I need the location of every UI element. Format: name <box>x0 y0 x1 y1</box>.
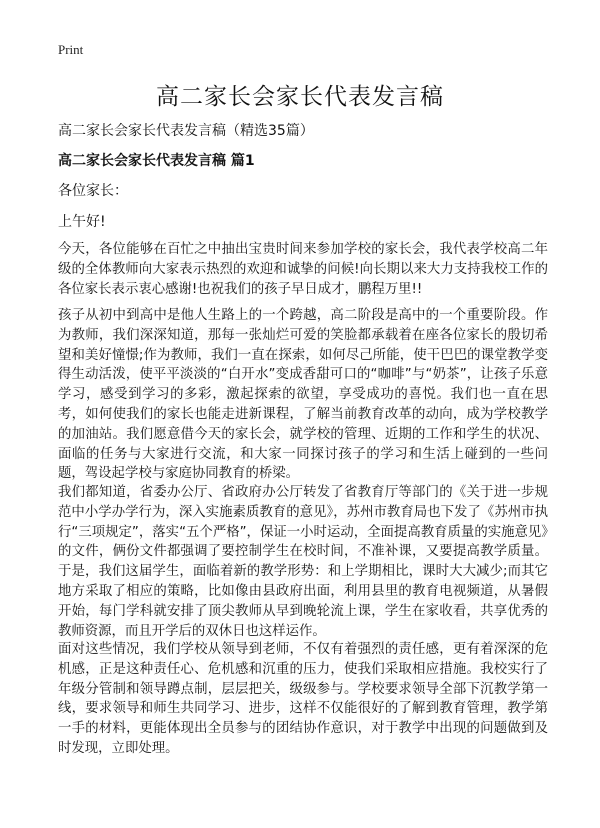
paragraph-3: 我们都知道，省委办公厅、省政府办公厅转发了省教育厅等部门的《关于进一步规范中小学办学行为，深入实施素质教育的意见》，苏州市教育局也下发了《苏州市执行“三项规定”，落实“五个严格”，保证一小时运动，全面提高教育质量的实施意见》的文件，俩份文件都强调了要控制学生在校时间，不准补课，又要提高教学质量。于是，我们这届学生，面临着新的教学形势：和上学期相比，课时大大减少;而其它地方采取了相应的策略，比如像由县政府出面，利用县里的教育电视频道，从暑假开始，每门学科就安排了顶尖教师从早到晚轮流上课，学生在家收看，共享优秀的教师资源，而且开学后的双休日也这样运作。 <box>58 485 548 639</box>
greeting: 上午好! <box>58 214 106 230</box>
print-label[interactable]: Print <box>58 42 84 57</box>
section-heading: 高二家长会家长代表发言稿 篇1 <box>58 153 255 169</box>
paragraph-4: 面对这些情况，我们学校从领导到老师，不仅有着强烈的责任感，更有着深深的危机感，正是这种责任心、危机感和沉重的压力，使我们采取相应措施。我校实行了年级分管制和领导蹲点制，层层把关，级级参与。学校要求领导全部下沉教学第一线，要求领导和师生共同学习、进步，这样不仅能很好的了解到教育管理，教学第一手的材料，更能体现出全员参与的团结协作意识，对于教学中出现的问题做到及时发现，立即处理。 <box>58 642 548 756</box>
page-title: 高二家长会家长代表发言稿 <box>156 84 444 110</box>
paragraph-2: 孩子从初中到高中是他人生路上的一个跨越，高二阶段是高中的一个重要阶段。作为教师，我们深深知道，那每一张灿烂可爱的笑脸都承载着在座各位家长的殷切希望和美好憧憬;作为教师，我们一直在探索，如何尽己所能，使干巴巴的课堂教学变得生动活泼，使平平淡淡的“白开水”变成香甜可口的“咖啡”与“奶茶”，让孩子乐意学习，感受到学习的多彩，激起探索的欲望，享受成功的喜悦。我们也一直在思考，如何使我们的家长也能走进新课程，了解当前教育改革的动向，成为学校教学的加油站。我们愿意借今天的家长会，就学校的管理、近期的工作和学生的状况、面临的任务与大家进行交流，和大家一同探讨孩子的学习和生活上碰到的一些问题，驾设起学校与家庭协同教育的桥梁。 <box>58 308 548 482</box>
paragraph-1: 今天，各位能够在百忙之中抽出宝贵时间来参加学校的家长会，我代表学校高二年级的全体教师向大家表示热烈的欢迎和诚挚的问候!向长期以来大力支持我校工作的各位家长表示衷心感谢!也祝我们的孩子早日成才，鹏程万里!! <box>58 242 548 297</box>
document-subtitle: 高二家长会家长代表发言稿（精选35篇） <box>58 123 314 139</box>
salutation: 各位家长： <box>58 183 128 199</box>
